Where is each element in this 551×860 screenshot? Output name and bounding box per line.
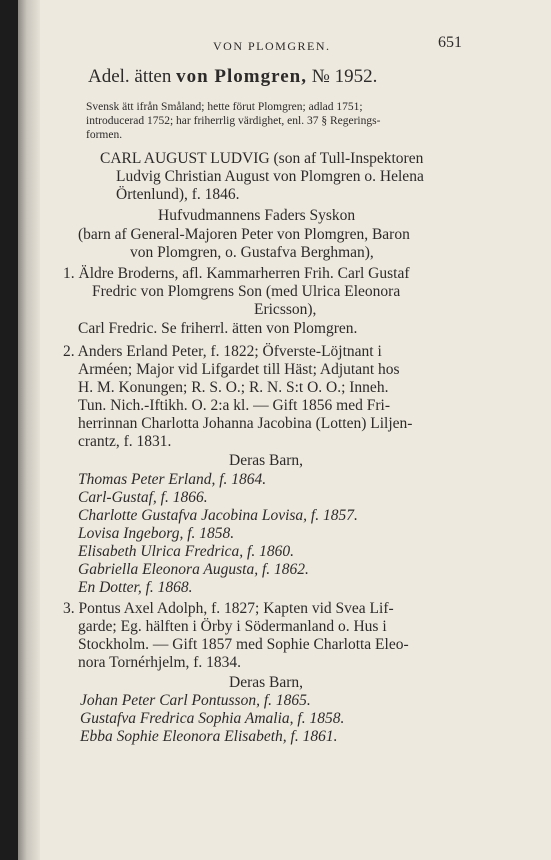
head-person-line: Ludvig Christian August von Plomgren o. Helena <box>116 168 424 185</box>
child-entry: Charlotte Gustafva Jacobina Lovisa, f. 1857. <box>78 507 358 524</box>
siblings-heading: Hufvudmannens Faders Syskon <box>158 207 356 224</box>
title-number: № 1952. <box>306 66 378 87</box>
child-entry: En Dotter, f. 1868. <box>78 579 193 596</box>
entry2-line: H. M. Konungen; R. S. O.; R. N. S:t O. O.; Inneh. <box>78 379 389 396</box>
children-heading: Deras Barn, <box>229 452 304 469</box>
title-family: von Plomgren, <box>176 66 307 87</box>
child-entry: Carl-Gustaf, f. 1866. <box>78 489 208 506</box>
child-entry: Elisabeth Ulrica Fredrica, f. 1860. <box>78 543 294 560</box>
entry2-line: 2. Anders Erland Peter, f. 1822; Öfverste-Löjtnant i <box>63 343 382 360</box>
entry2-line: herrinnan Charlotta Johanna Jacobina (Lotten) Liljen- <box>78 415 413 432</box>
head-person-line: CARL AUGUST LUDVIG (son af Tull-Inspektoren <box>100 150 424 167</box>
child-entry: Gustafva Fredrica Sophia Amalia, f. 1858. <box>80 710 345 727</box>
child-entry: Gabriella Eleonora Augusta, f. 1862. <box>78 561 309 578</box>
entry1-line: 1. Äldre Broderns, afl. Kammarherren Frih. Carl Gustaf <box>63 265 410 282</box>
entry2-line: crantz, f. 1831. <box>78 433 172 450</box>
book-page <box>18 0 551 860</box>
page-number: 651 <box>438 34 462 51</box>
entry3-line: garde; Eg. hälften i Örby i Södermanland o. Hus i <box>78 618 387 635</box>
entry3-line: 3. Pontus Axel Adolph, f. 1827; Kapten vid Svea Lif- <box>63 600 394 617</box>
running-head: VON PLOMGREN. <box>213 39 331 53</box>
head-person-line: Örtenlund), f. 1846. <box>116 186 240 203</box>
siblings-heading-line: (barn af General-Majoren Peter von Plomgren, Baron <box>78 226 410 243</box>
siblings-heading-line: von Plomgren, o. Gustafva Berghman), <box>130 244 374 261</box>
entry3-line: nora Tornérhjelm, f. 1834. <box>78 654 242 671</box>
entry1-line: Fredric von Plomgrens Son (med Ulrica Eleonora <box>92 283 401 300</box>
entry1-line: Ericsson), <box>254 301 317 318</box>
entry2-line: Arméen; Major vid Lifgardet till Häst; Adjutant hos <box>78 361 400 378</box>
entry3-line: Stockholm. — Gift 1857 med Sophie Charlotta Eleo- <box>78 636 409 653</box>
title-prefix: Adel. ätten <box>88 66 177 87</box>
child-entry: Johan Peter Carl Pontusson, f. 1865. <box>80 692 311 709</box>
entry1-line: Carl Fredric. Se friherrl. ätten von Plomgren. <box>78 320 358 337</box>
children-heading: Deras Barn, <box>229 674 304 691</box>
child-entry: Lovisa Ingeborg, f. 1858. <box>78 525 235 542</box>
intro-line: formen. <box>86 129 123 141</box>
child-entry: Thomas Peter Erland, f. 1864. <box>78 471 267 488</box>
intro-line: Svensk ätt ifrån Småland; hette förut Plomgren; adlad 1751; <box>86 101 363 113</box>
intro-line: introducerad 1752; har friherrlig värdighet, enl. 37 § Regerings- <box>86 115 381 127</box>
child-entry: Ebba Sophie Eleonora Elisabeth, f. 1861. <box>80 728 338 745</box>
page-gutter <box>18 0 40 860</box>
page-title <box>88 68 377 86</box>
entry2-line: Tun. Nich.-Iftikh. O. 2:a kl. — Gift 1856 med Fri- <box>78 397 390 414</box>
